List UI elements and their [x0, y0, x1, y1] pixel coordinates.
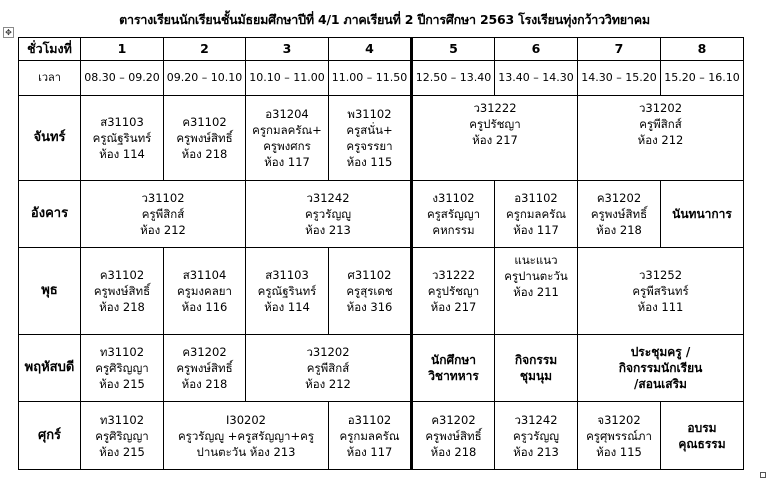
class-cell: ง31102 ครูสรัญญา คหกรรม: [412, 181, 495, 248]
day-label: จันทร์: [19, 96, 81, 181]
period-header: 6: [495, 38, 578, 61]
period-header: 7: [578, 38, 661, 61]
time-cell: 08.30 – 09.20: [81, 61, 164, 96]
class-cell: กิจกรรม ชุมนุม: [495, 335, 578, 402]
day-row-fri: [19, 402, 744, 470]
class-cell: ส31103 ครูณัฐรินทร์ ห้อง 114: [246, 248, 329, 335]
period-header: 4: [329, 38, 412, 61]
time-cell: 11.00 – 11.50: [329, 61, 412, 96]
class-cell: อ31204 ครูกมลครัณ+ ครูพงศกร ห้อง 117: [246, 96, 329, 181]
time-cell: 15.20 – 16.10: [661, 61, 744, 96]
class-cell: ว31222 ครูปรัชญา ห้อง 217: [412, 96, 578, 181]
time-row: [19, 61, 744, 96]
class-cell: นันทนาการ: [661, 181, 744, 248]
header-row: [19, 38, 744, 61]
timetable: [18, 37, 744, 470]
class-cell: พ31102 ครูสนั่น+ ครูจรรยา ห้อง 115: [329, 96, 412, 181]
class-cell: ว31202 ครูพีสิกส์ ห้อง 212: [246, 335, 412, 402]
class-cell: ส31104 ครูมงคลยา ห้อง 116: [164, 248, 246, 335]
class-cell: ท31102 ครูศิริญญา ห้อง 215: [81, 402, 164, 470]
time-cell: 10.10 – 11.00: [246, 61, 329, 96]
time-cell: 09.20 – 10.10: [164, 61, 246, 96]
class-cell: นักศึกษา วิชาทหาร: [412, 335, 495, 402]
corner-cell: ชั่วโมงที่: [19, 38, 81, 61]
day-row-thu: [19, 335, 744, 402]
class-cell: อบรม คุณธรรม: [661, 402, 744, 470]
move-anchor-icon[interactable]: ✥: [3, 27, 14, 38]
class-cell: ค31202 ครูพงษ์สิทธิ์ ห้อง 218: [164, 335, 246, 402]
class-cell: I30202 ครูวรัญญู +ครูสรัญญา+ครู ปานตะวัน ห้อง 213: [164, 402, 329, 470]
period-header: 8: [661, 38, 744, 61]
period-header: 1: [81, 38, 164, 61]
day-row-mon: [19, 96, 744, 181]
class-cell: ว31222 ครูปรัชญา ห้อง 217: [412, 248, 495, 335]
class-cell: ท31102 ครูศิริญญา ห้อง 215: [81, 335, 164, 402]
table-end-marker-icon: [760, 472, 766, 478]
class-cell: ว31242 ครูวรัญญู ห้อง 213: [246, 181, 412, 248]
class-cell: ว31102 ครูพีสิกส์ ห้อง 212: [81, 181, 246, 248]
day-label: ศุกร์: [19, 402, 81, 470]
day-row-tue: [19, 181, 744, 248]
class-cell: ว31202 ครูพีสิกส์ ห้อง 212: [578, 96, 744, 181]
class-cell: แนะแนว ครูปานตะวัน ห้อง 211: [495, 248, 578, 335]
class-cell: ประชุมครู / กิจกรรมนักเรียน /สอนเสริม: [578, 335, 744, 402]
period-header: 3: [246, 38, 329, 61]
time-label: เวลา: [19, 61, 81, 96]
class-cell: ส31103 ครูณัฐรินทร์ ห้อง 114: [81, 96, 164, 181]
class-cell: ค31202 ครูพงษ์สิทธิ์ ห้อง 218: [578, 181, 661, 248]
class-cell: ค31102 ครูพงษ์สิทธิ์ ห้อง 218: [164, 96, 246, 181]
class-cell: ศ31102 ครูสุรเดช ห้อง 316: [329, 248, 412, 335]
period-header: 2: [164, 38, 246, 61]
class-cell: อ31102 ครูกมลครัณ ห้อง 117: [495, 181, 578, 248]
page-title: ตารางเรียนนักเรียนชั้นมัธยมศึกษาปีที่ 4/1 ภาคเรียนที่ 2 ปีการศึกษา 2563 โรงเรียนทุ่งกว้าววิทยาคม: [119, 12, 650, 27]
class-cell: จ31202 ครูศุพรรณ์ภา ห้อง 115: [578, 402, 661, 470]
day-row-wed: [19, 248, 744, 335]
period-header: 5: [412, 38, 495, 61]
class-cell: ว31252 ครูพีสรินทร์ ห้อง 111: [578, 248, 744, 335]
day-label: พุธ: [19, 248, 81, 335]
class-cell: ค31102 ครูพงษ์สิทธิ์ ห้อง 218: [81, 248, 164, 335]
time-cell: 14.30 – 15.20: [578, 61, 661, 96]
day-label: อังคาร: [19, 181, 81, 248]
time-cell: 13.40 – 14.30: [495, 61, 578, 96]
class-cell: ค31202 ครูพงษ์สิทธิ์ ห้อง 218: [412, 402, 495, 470]
class-cell: ว31242 ครูวรัญญู ห้อง 213: [495, 402, 578, 470]
time-cell: 12.50 – 13.40: [412, 61, 495, 96]
class-cell: อ31102 ครูกมลครัณ ห้อง 117: [329, 402, 412, 470]
day-label: พฤหัสบดี: [19, 335, 81, 402]
